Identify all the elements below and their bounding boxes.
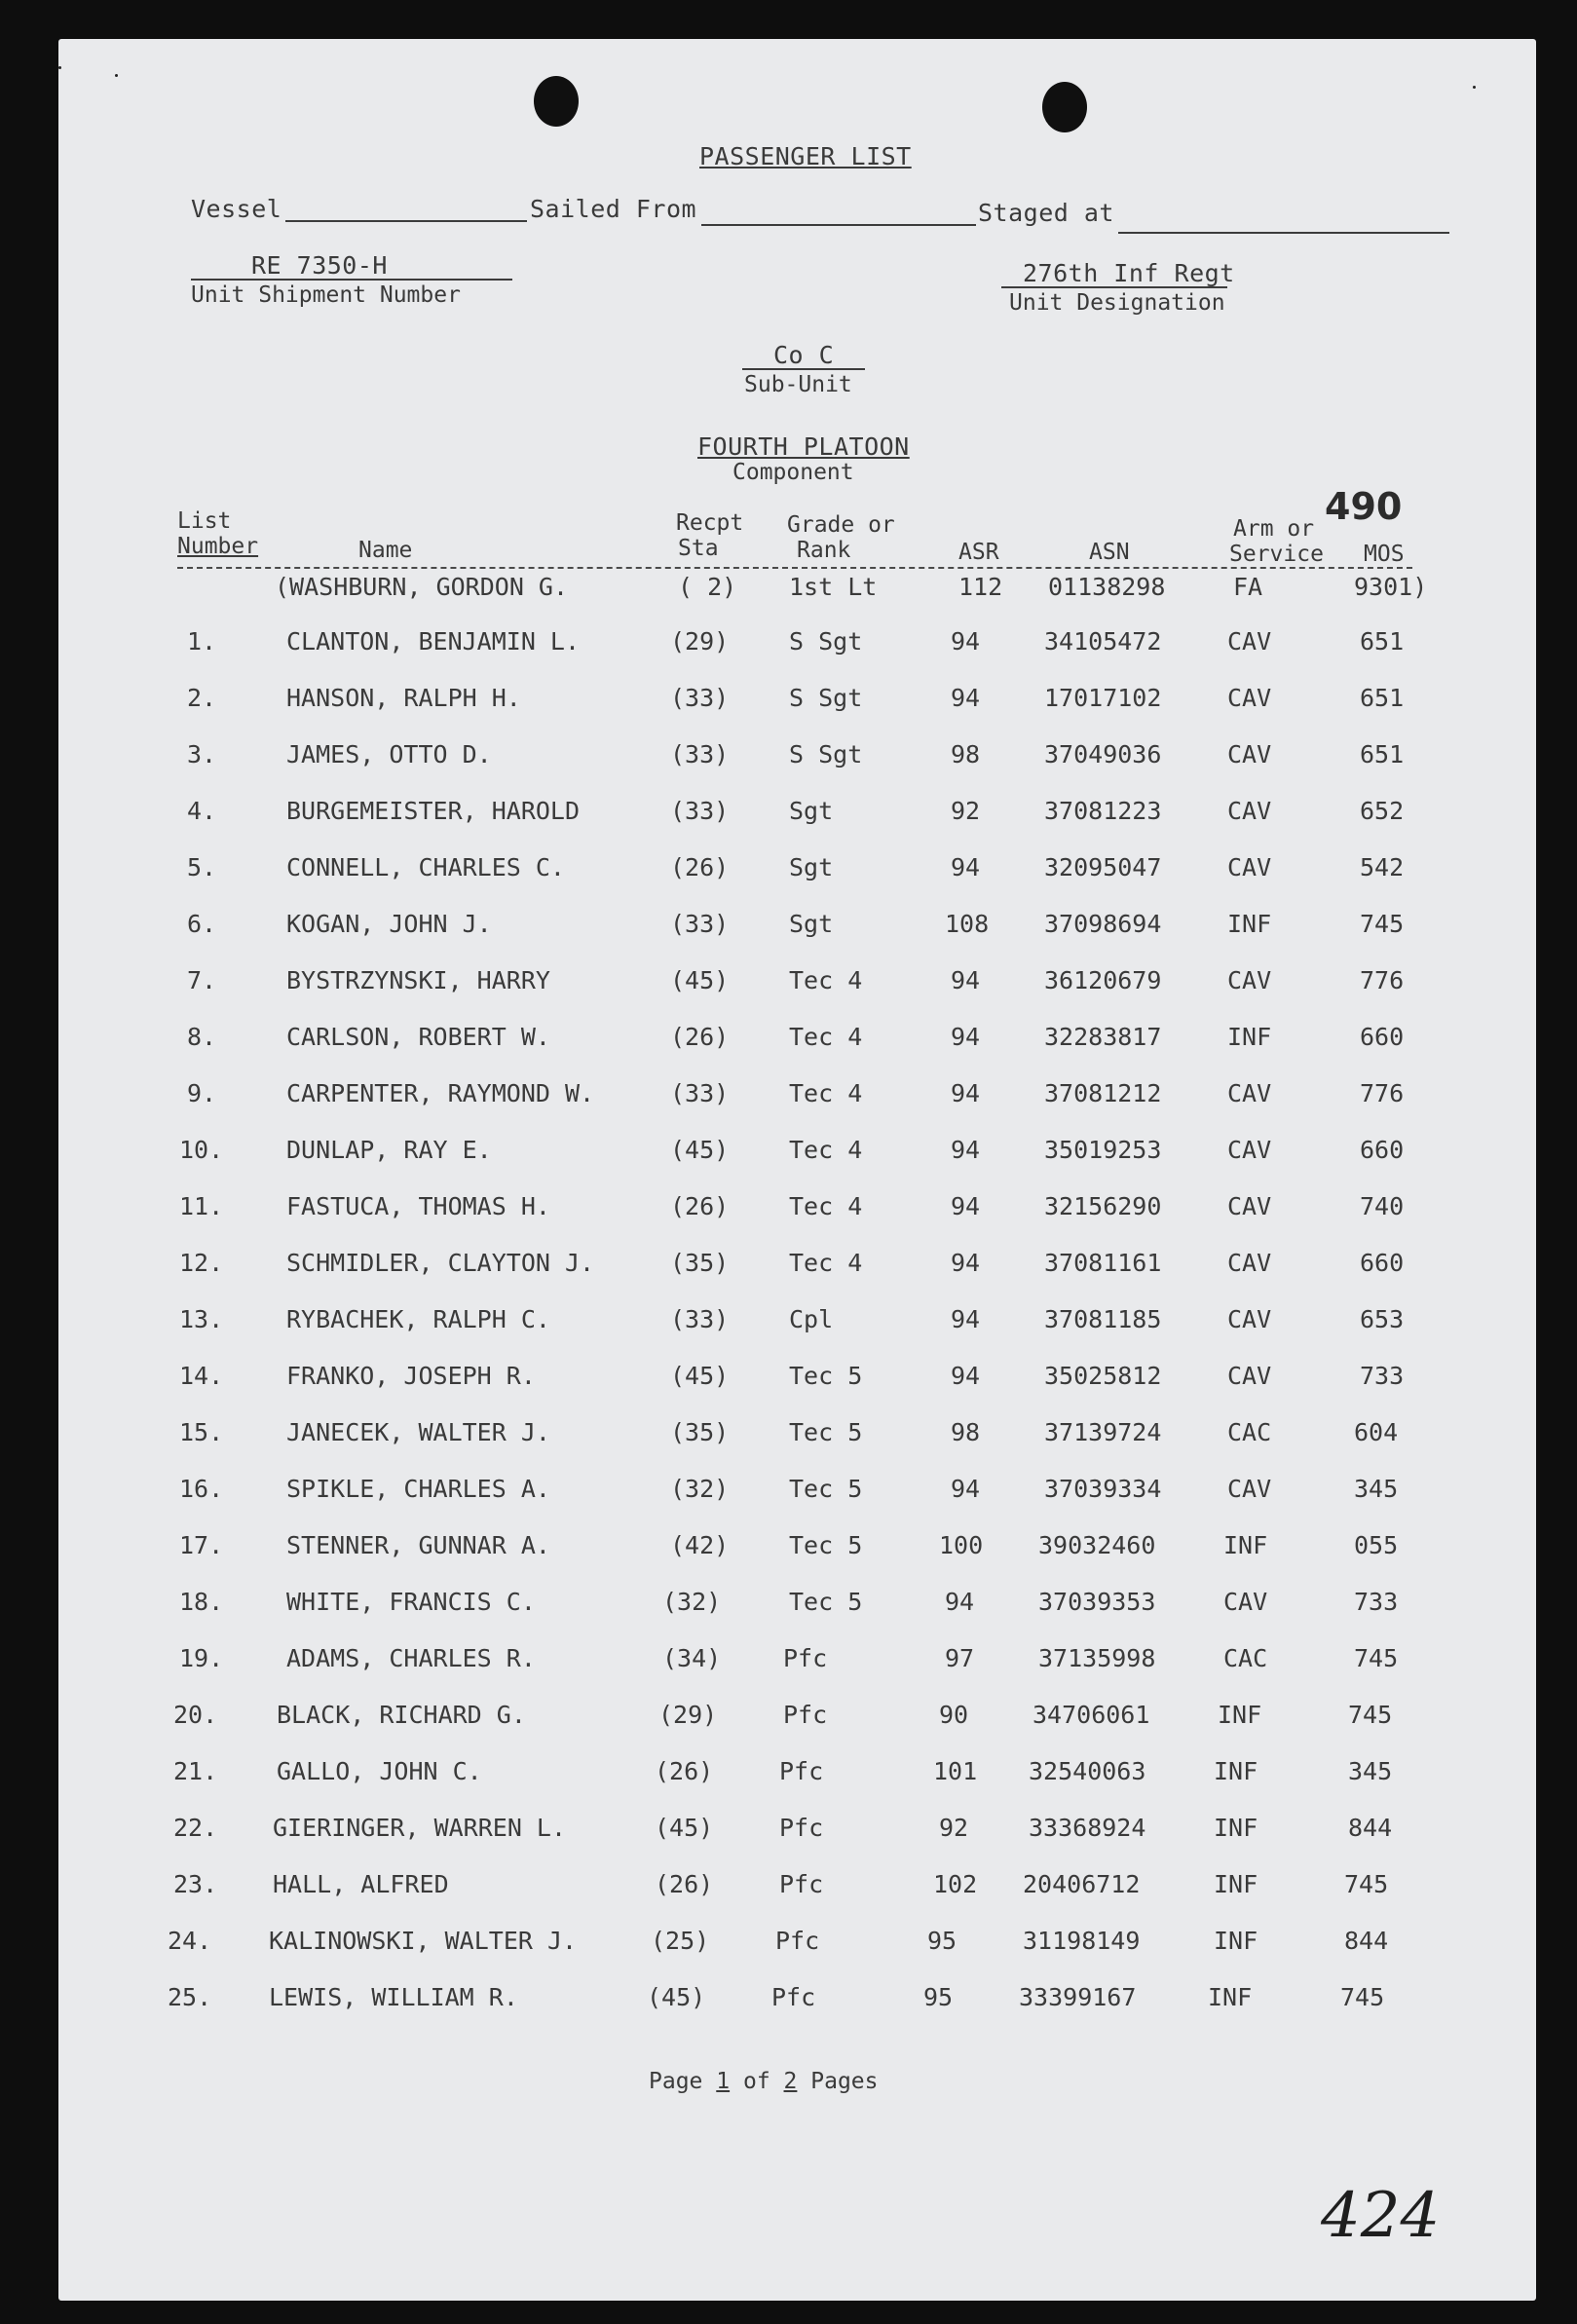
row-sta: (45) — [670, 966, 730, 994]
table-row — [58, 797, 1536, 836]
row-name: HALL, ALFRED — [273, 1870, 449, 1898]
row-sta: (32) — [670, 1475, 730, 1503]
row-rank: Tec 4 — [789, 1079, 863, 1107]
row-mos: 660 — [1360, 1136, 1405, 1164]
row-mos: 651 — [1360, 627, 1405, 656]
table-row — [58, 966, 1536, 1005]
row-sta: (45) — [647, 1983, 706, 2011]
row-asn: 35019253 — [1044, 1136, 1162, 1164]
row-arm: CAV — [1223, 1588, 1268, 1616]
table-row — [58, 1023, 1536, 1062]
row-rank: Sgt — [789, 853, 834, 881]
page-of: of — [742, 2069, 770, 2094]
row-rank: Pfc — [779, 1757, 824, 1785]
row-mos: 652 — [1360, 797, 1405, 825]
row-asr: 102 — [933, 1870, 978, 1898]
row-rank: Tec 5 — [789, 1418, 863, 1446]
page-indicator — [649, 2069, 879, 2094]
table-row — [58, 1983, 1536, 2022]
row-asr: 94 — [951, 1249, 981, 1277]
row-name: CLANTON, BENJAMIN L. — [286, 627, 581, 656]
row-asr: 94 — [951, 1136, 981, 1164]
row-asr: 94 — [951, 684, 981, 712]
page-current: 1 — [716, 2069, 731, 2094]
row-mos: 604 — [1354, 1418, 1399, 1446]
document-page — [58, 39, 1536, 2301]
row-name: SPIKLE, CHARLES A. — [286, 1475, 550, 1503]
row-asr: 94 — [951, 966, 981, 994]
sub-unit-line — [742, 368, 865, 370]
row-arm: INF — [1223, 1531, 1268, 1559]
row-sta: (29) — [658, 1701, 718, 1729]
officer-asn: 01138298 — [1048, 573, 1166, 601]
list-number: 15. — [179, 1418, 224, 1446]
unit-designation: 276th Inf Regt — [1023, 259, 1235, 287]
row-mos: 844 — [1344, 1927, 1389, 1955]
header-name: Name — [358, 538, 413, 563]
row-arm: INF — [1227, 1023, 1272, 1051]
header-recpt: Recpt — [676, 510, 744, 536]
row-mos: 733 — [1354, 1588, 1399, 1616]
sailed-from-label: Sailed From — [530, 195, 697, 223]
list-number: 2. — [187, 684, 217, 712]
row-asn: 35025812 — [1044, 1362, 1162, 1390]
row-name: SCHMIDLER, CLAYTON J. — [286, 1249, 595, 1277]
list-number: 19. — [179, 1644, 224, 1672]
header-number: Number — [177, 534, 259, 559]
page-prefix: Page — [649, 2069, 703, 2094]
officer-asr: 112 — [958, 573, 1003, 601]
header-rule — [177, 567, 1412, 569]
row-arm: CAV — [1227, 1136, 1272, 1164]
row-asn: 32283817 — [1044, 1023, 1162, 1051]
speck — [58, 66, 61, 69]
table-row — [58, 1814, 1536, 1853]
row-arm: CAV — [1227, 1192, 1272, 1220]
row-sta: (29) — [670, 627, 730, 656]
row-sta: (35) — [670, 1418, 730, 1446]
row-name: JANECEK, WALTER J. — [286, 1418, 550, 1446]
row-name: HANSON, RALPH H. — [286, 684, 521, 712]
row-asn: 37081212 — [1044, 1079, 1162, 1107]
row-name: FRANKO, JOSEPH R. — [286, 1362, 536, 1390]
row-rank: Tec 4 — [789, 1136, 863, 1164]
row-rank: Pfc — [783, 1701, 828, 1729]
row-arm: CAV — [1227, 1249, 1272, 1277]
header-service: Service — [1229, 542, 1324, 567]
row-rank: S Sgt — [789, 627, 863, 656]
list-number: 20. — [173, 1701, 218, 1729]
row-mos: 345 — [1348, 1757, 1393, 1785]
row-sta: (26) — [670, 1192, 730, 1220]
list-number: 25. — [168, 1983, 212, 2011]
row-asn: 37081161 — [1044, 1249, 1162, 1277]
table-row — [58, 740, 1536, 779]
row-arm: CAV — [1227, 1362, 1272, 1390]
table-row — [58, 1531, 1536, 1570]
row-rank: Sgt — [789, 797, 834, 825]
row-rank: Tec 5 — [789, 1362, 863, 1390]
table-row — [58, 1588, 1536, 1627]
list-number: 18. — [179, 1588, 224, 1616]
table-row — [58, 910, 1536, 949]
row-asr: 94 — [951, 627, 981, 656]
list-number: 21. — [173, 1757, 218, 1785]
row-rank: S Sgt — [789, 740, 863, 768]
list-number: 7. — [187, 966, 217, 994]
row-arm: CAV — [1227, 1475, 1272, 1503]
list-number: 17. — [179, 1531, 224, 1559]
row-name: DUNLAP, RAY E. — [286, 1136, 492, 1164]
table-row — [58, 853, 1536, 892]
row-arm: INF — [1214, 1927, 1258, 1955]
row-mos: 345 — [1354, 1475, 1399, 1503]
row-sta: (32) — [662, 1588, 722, 1616]
row-arm: CAV — [1227, 1079, 1272, 1107]
row-name: GIERINGER, WARREN L. — [273, 1814, 567, 1842]
list-number: 9. — [187, 1079, 217, 1107]
shipment-number-label: Unit Shipment Number — [191, 282, 461, 308]
row-asn: 31198149 — [1023, 1927, 1141, 1955]
row-sta: (33) — [670, 910, 730, 938]
row-asn: 20406712 — [1023, 1870, 1141, 1898]
row-arm: CAC — [1227, 1418, 1272, 1446]
row-rank: S Sgt — [789, 684, 863, 712]
row-rank: Tec 4 — [789, 1023, 863, 1051]
row-rank: Pfc — [779, 1814, 824, 1842]
row-asn: 33399167 — [1019, 1983, 1137, 2011]
row-mos: 651 — [1360, 684, 1405, 712]
staged-at-blank — [1118, 232, 1449, 234]
row-name: RYBACHEK, RALPH C. — [286, 1305, 550, 1333]
table-row — [58, 1305, 1536, 1344]
list-number: 3. — [187, 740, 217, 768]
row-mos: 542 — [1360, 853, 1405, 881]
row-asr: 94 — [945, 1588, 975, 1616]
row-name: JAMES, OTTO D. — [286, 740, 492, 768]
row-asr: 95 — [927, 1927, 957, 1955]
row-arm: CAV — [1227, 966, 1272, 994]
table-row — [58, 1644, 1536, 1683]
list-number: 4. — [187, 797, 217, 825]
row-mos: 733 — [1360, 1362, 1405, 1390]
row-sta: (33) — [670, 1305, 730, 1333]
table-row — [58, 1362, 1536, 1401]
row-sta: (26) — [655, 1870, 714, 1898]
list-number: 23. — [173, 1870, 218, 1898]
table-row — [58, 684, 1536, 723]
table-row — [58, 1757, 1536, 1796]
list-number: 13. — [179, 1305, 224, 1333]
row-mos: 776 — [1360, 966, 1405, 994]
row-rank: Tec 5 — [789, 1475, 863, 1503]
row-sta: (45) — [655, 1814, 714, 1842]
handwritten-number: 424 — [1321, 2180, 1441, 2252]
sub-unit: Co C — [773, 341, 835, 369]
component: FOURTH PLATOON — [697, 432, 910, 461]
row-name: KALINOWSKI, WALTER J. — [269, 1927, 578, 1955]
row-rank: Pfc — [775, 1927, 820, 1955]
header-list: List — [177, 508, 232, 534]
vessel-blank — [285, 220, 527, 222]
list-number: 22. — [173, 1814, 218, 1842]
row-name: GALLO, JOHN C. — [277, 1757, 482, 1785]
unit-designation-label: Unit Designation — [1009, 290, 1225, 316]
row-sta: (25) — [651, 1927, 710, 1955]
row-name: FASTUCA, THOMAS H. — [286, 1192, 550, 1220]
row-rank: Tec 5 — [789, 1588, 863, 1616]
table-row — [58, 1701, 1536, 1740]
row-asn: 37081223 — [1044, 797, 1162, 825]
speck — [1473, 86, 1476, 89]
row-asn: 32540063 — [1029, 1757, 1146, 1785]
row-name: ADAMS, CHARLES R. — [286, 1644, 536, 1672]
list-number: 10. — [179, 1136, 224, 1164]
row-arm: CAC — [1223, 1644, 1268, 1672]
row-name: KOGAN, JOHN J. — [286, 910, 492, 938]
header-mos: MOS — [1364, 542, 1405, 567]
row-name: BYSTRZYNSKI, HARRY — [286, 966, 550, 994]
row-asr: 92 — [951, 797, 981, 825]
officer-arm: FA — [1233, 573, 1263, 601]
row-asr: 98 — [951, 1418, 981, 1446]
header-grade: Grade or — [787, 512, 895, 538]
page-suffix: Pages — [810, 2069, 879, 2094]
shipment-number: RE 7350-H — [251, 251, 388, 280]
page-total: 2 — [783, 2069, 798, 2094]
row-asr: 100 — [939, 1531, 984, 1559]
officer-rank: 1st Lt — [789, 573, 878, 601]
list-number: 5. — [187, 853, 217, 881]
row-mos: 745 — [1354, 1644, 1399, 1672]
officer-sta: ( 2) — [678, 573, 737, 601]
row-mos: 653 — [1360, 1305, 1405, 1333]
header-rank: Rank — [797, 538, 851, 563]
row-arm: INF — [1214, 1870, 1258, 1898]
row-mos: 745 — [1344, 1870, 1389, 1898]
row-arm: INF — [1214, 1814, 1258, 1842]
row-asr: 108 — [945, 910, 990, 938]
document-title: PASSENGER LIST — [699, 142, 912, 170]
row-name: BURGEMEISTER, HAROLD — [286, 797, 581, 825]
header-arm: Arm or — [1233, 516, 1315, 542]
row-arm: CAV — [1227, 684, 1272, 712]
stamped-number: 490 — [1325, 485, 1403, 528]
officer-row — [58, 573, 1536, 612]
row-name: LEWIS, WILLIAM R. — [269, 1983, 518, 2011]
row-asr: 94 — [951, 1305, 981, 1333]
list-number: 11. — [179, 1192, 224, 1220]
row-name: CARLSON, ROBERT W. — [286, 1023, 550, 1051]
row-mos: 660 — [1360, 1249, 1405, 1277]
row-arm: INF — [1208, 1983, 1253, 2011]
row-asr: 94 — [951, 1475, 981, 1503]
row-asr: 94 — [951, 1023, 981, 1051]
row-name: CARPENTER, RAYMOND W. — [286, 1079, 595, 1107]
table-row — [58, 1136, 1536, 1175]
vessel-label: Vessel — [191, 195, 282, 223]
row-sta: (35) — [670, 1249, 730, 1277]
row-arm: INF — [1218, 1701, 1262, 1729]
row-mos: 745 — [1360, 910, 1405, 938]
row-sta: (26) — [670, 1023, 730, 1051]
row-sta: (42) — [670, 1531, 730, 1559]
row-asr: 94 — [951, 1192, 981, 1220]
row-asr: 94 — [951, 1362, 981, 1390]
row-asn: 37081185 — [1044, 1305, 1162, 1333]
row-mos: 844 — [1348, 1814, 1393, 1842]
shipment-number-line — [191, 279, 512, 281]
row-sta: (26) — [670, 853, 730, 881]
row-mos: 660 — [1360, 1023, 1405, 1051]
row-asn: 39032460 — [1038, 1531, 1156, 1559]
row-arm: CAV — [1227, 740, 1272, 768]
table-row — [58, 1249, 1536, 1288]
speck — [115, 74, 118, 77]
list-number: 12. — [179, 1249, 224, 1277]
row-rank: Pfc — [771, 1983, 816, 2011]
table-row — [58, 1927, 1536, 1966]
officer-name: (WASHBURN, GORDON G. — [275, 573, 569, 601]
row-arm: CAV — [1227, 797, 1272, 825]
row-rank: Tec 4 — [789, 966, 863, 994]
row-arm: CAV — [1227, 627, 1272, 656]
row-mos: 740 — [1360, 1192, 1405, 1220]
row-asn: 32156290 — [1044, 1192, 1162, 1220]
punch-hole — [534, 76, 579, 127]
row-name: BLACK, RICHARD G. — [277, 1701, 526, 1729]
row-sta: (33) — [670, 797, 730, 825]
staged-at-label: Staged at — [978, 199, 1114, 227]
table-row — [58, 1870, 1536, 1909]
header-asn: ASN — [1089, 540, 1130, 565]
row-asn: 17017102 — [1044, 684, 1162, 712]
row-rank: Pfc — [779, 1870, 824, 1898]
row-asn: 37135998 — [1038, 1644, 1156, 1672]
row-asr: 98 — [951, 740, 981, 768]
sailed-from-blank — [701, 224, 976, 226]
row-sta: (26) — [655, 1757, 714, 1785]
table-row — [58, 1418, 1536, 1457]
row-sta: (34) — [662, 1644, 722, 1672]
row-sta: (33) — [670, 740, 730, 768]
row-arm: CAV — [1227, 853, 1272, 881]
row-asr: 92 — [939, 1814, 969, 1842]
row-asr: 94 — [951, 853, 981, 881]
officer-mos: 9301) — [1354, 573, 1428, 601]
row-mos: 055 — [1354, 1531, 1399, 1559]
row-asr: 95 — [923, 1983, 954, 2011]
list-number: 8. — [187, 1023, 217, 1051]
row-sta: (45) — [670, 1136, 730, 1164]
row-mos: 745 — [1340, 1983, 1385, 2011]
row-name: STENNER, GUNNAR A. — [286, 1531, 550, 1559]
row-rank: Tec 4 — [789, 1192, 863, 1220]
row-asn: 37039353 — [1038, 1588, 1156, 1616]
row-asn: 36120679 — [1044, 966, 1162, 994]
row-asr: 94 — [951, 1079, 981, 1107]
table-row — [58, 627, 1536, 666]
row-asr: 101 — [933, 1757, 978, 1785]
header-asr: ASR — [958, 540, 999, 565]
row-name: CONNELL, CHARLES C. — [286, 853, 565, 881]
row-asn: 33368924 — [1029, 1814, 1146, 1842]
punch-hole — [1042, 82, 1087, 132]
row-rank: Tec 5 — [789, 1531, 863, 1559]
row-asr: 90 — [939, 1701, 969, 1729]
list-number: 1. — [187, 627, 217, 656]
row-asn: 34105472 — [1044, 627, 1162, 656]
list-number: 14. — [179, 1362, 224, 1390]
row-rank: Sgt — [789, 910, 834, 938]
row-sta: (33) — [670, 684, 730, 712]
sub-unit-label: Sub-Unit — [744, 372, 852, 397]
list-number: 6. — [187, 910, 217, 938]
table-row — [58, 1192, 1536, 1231]
row-sta: (33) — [670, 1079, 730, 1107]
row-asn: 37098694 — [1044, 910, 1162, 938]
row-asn: 32095047 — [1044, 853, 1162, 881]
row-mos: 745 — [1348, 1701, 1393, 1729]
row-mos: 651 — [1360, 740, 1405, 768]
row-arm: INF — [1227, 910, 1272, 938]
row-mos: 776 — [1360, 1079, 1405, 1107]
row-asn: 37139724 — [1044, 1418, 1162, 1446]
row-sta: (45) — [670, 1362, 730, 1390]
header-sta: Sta — [678, 536, 719, 561]
unit-designation-line — [1001, 286, 1227, 288]
row-asr: 97 — [945, 1644, 975, 1672]
row-rank: Tec 4 — [789, 1249, 863, 1277]
row-arm: INF — [1214, 1757, 1258, 1785]
table-row — [58, 1475, 1536, 1514]
list-number: 24. — [168, 1927, 212, 1955]
row-rank: Pfc — [783, 1644, 828, 1672]
row-arm: CAV — [1227, 1305, 1272, 1333]
row-asn: 37049036 — [1044, 740, 1162, 768]
list-number: 16. — [179, 1475, 224, 1503]
component-label: Component — [732, 460, 854, 485]
table-row — [58, 1079, 1536, 1118]
row-asn: 34706061 — [1033, 1701, 1150, 1729]
row-rank: Cpl — [789, 1305, 834, 1333]
row-name: WHITE, FRANCIS C. — [286, 1588, 536, 1616]
row-asn: 37039334 — [1044, 1475, 1162, 1503]
